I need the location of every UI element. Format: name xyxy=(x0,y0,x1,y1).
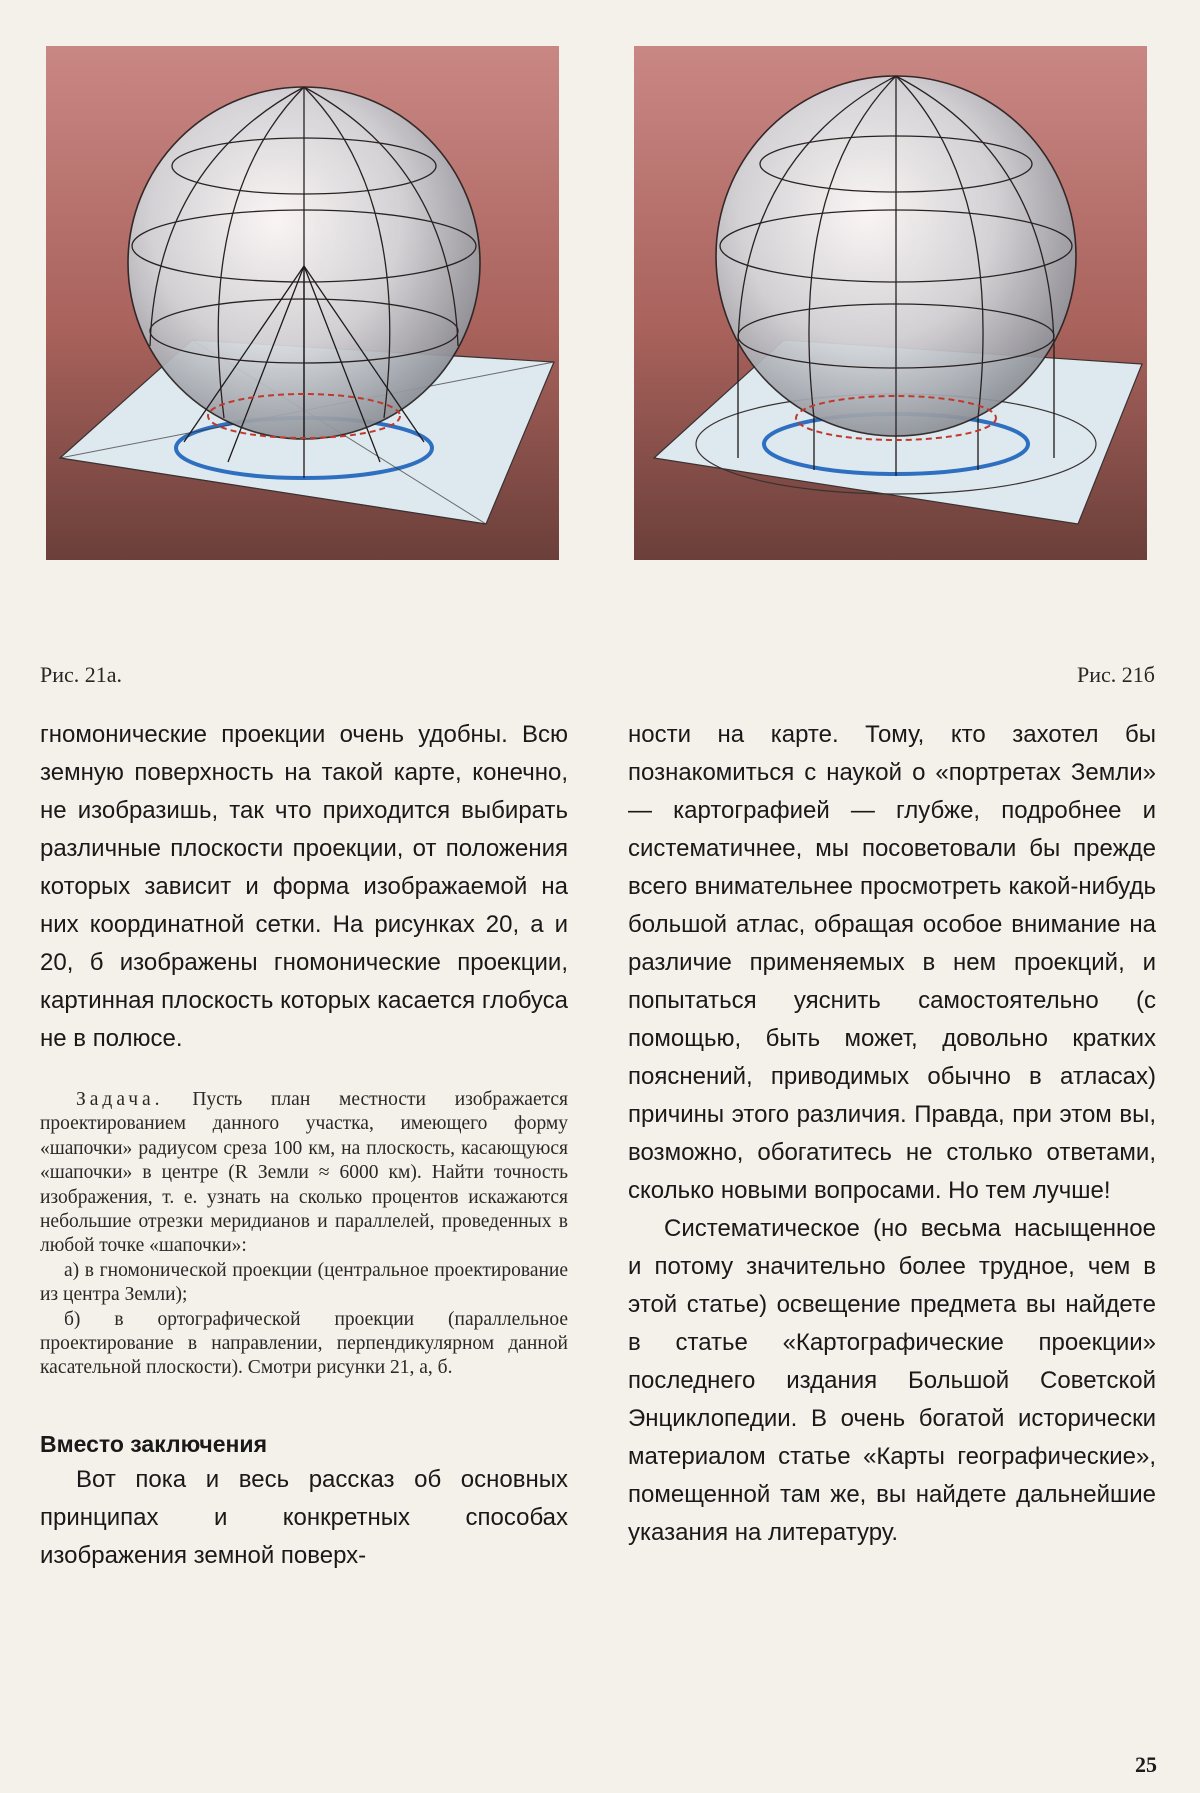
left-paragraph-1: гномонические проекции очень удобны. Всю земную поверхность на такой карте, конечно, не изобразишь, так что приходится выбирать различные плоскости проекции, от положения которых зависит и форма изображаемой на них координатной сетки. На рисунках 20, а и 20, б изображены гномонические проекции, картинная плоскость которых касается глобуса не в полюсе. xyxy=(40,721,568,1052)
globe-orthographic-illustration xyxy=(634,46,1147,560)
task-item-b: б) в ортографической проекции (параллельное проектирование в направлении, перпендикулярном данной касательной плоскости). Смотри рисунки 21, а, б. xyxy=(40,1308,568,1379)
left-paragraph-2: Вот пока и весь рассказ об основных принципах и конкретных способах изображения земной поверх- xyxy=(40,1465,568,1569)
task-statement xyxy=(40,1088,568,1259)
right-paragraph-1: ности на карте. Тому, кто захотел бы познакомиться с наукой о «портретах Земли» — картографией — глубже, подробнее и систематичнее, мы посоветовали бы прежде всего внимательнее просмотреть какой-нибудь большой атлас, обращая особое внимание на различие применяемых в нем проекций, и попытаться уяснить самостоятельно (с помощью, быть может, довольно кратких пояснений, приводимых обычно в атласах) причины этого различия. Правда, при этом вы, возможно, обогатитесь не столько ответами, сколько новыми вопросами. Но тем лучше! xyxy=(628,721,1156,1204)
figure-21a-caption: Рис. 21а. xyxy=(40,662,123,687)
section-title: Вместо заключения xyxy=(40,1430,267,1457)
page-number: 25 xyxy=(1135,1752,1157,1777)
orthographic-projection-figure xyxy=(634,46,1147,560)
task-block xyxy=(40,1088,568,1381)
right-paragraph-2: Систематическое (но весьма насыщенное и потому значительно более трудное, чем в этой статье) освещение предмета вы найдете в статье «Картографические проекции» последнего издания Большой Советской Энциклопедии. В очень богатой исторически материалом статье «Карты географические», помещенной там же, вы найдете дальнейшие указания на литературу. xyxy=(628,1215,1156,1546)
task-label: Задача. xyxy=(76,1089,164,1110)
figure-21b-caption: Рис. 21б xyxy=(1077,662,1155,687)
left-text-column xyxy=(40,716,568,1575)
gnomonic-projection-figure xyxy=(46,46,559,560)
globe-gnomonic-illustration xyxy=(46,46,559,560)
task-item-a: а) в гномонической проекции (центральное проектирование из центра Земли); xyxy=(40,1259,568,1306)
task-text: Пусть план местности изображается проектированием данного участка, имеющего форму «шапочки» радиусом среза 100 км, на плоскость, касающуюся «шапочки» в центре (R Земли ≈ 6000 км). Найти точность изображения, т. е. узнать на сколько процентов искажаются небольшие отрезки меридианов и параллелей, проведенных в любой точке «шапочки»: xyxy=(40,1089,568,1257)
right-text-column xyxy=(628,716,1156,1552)
